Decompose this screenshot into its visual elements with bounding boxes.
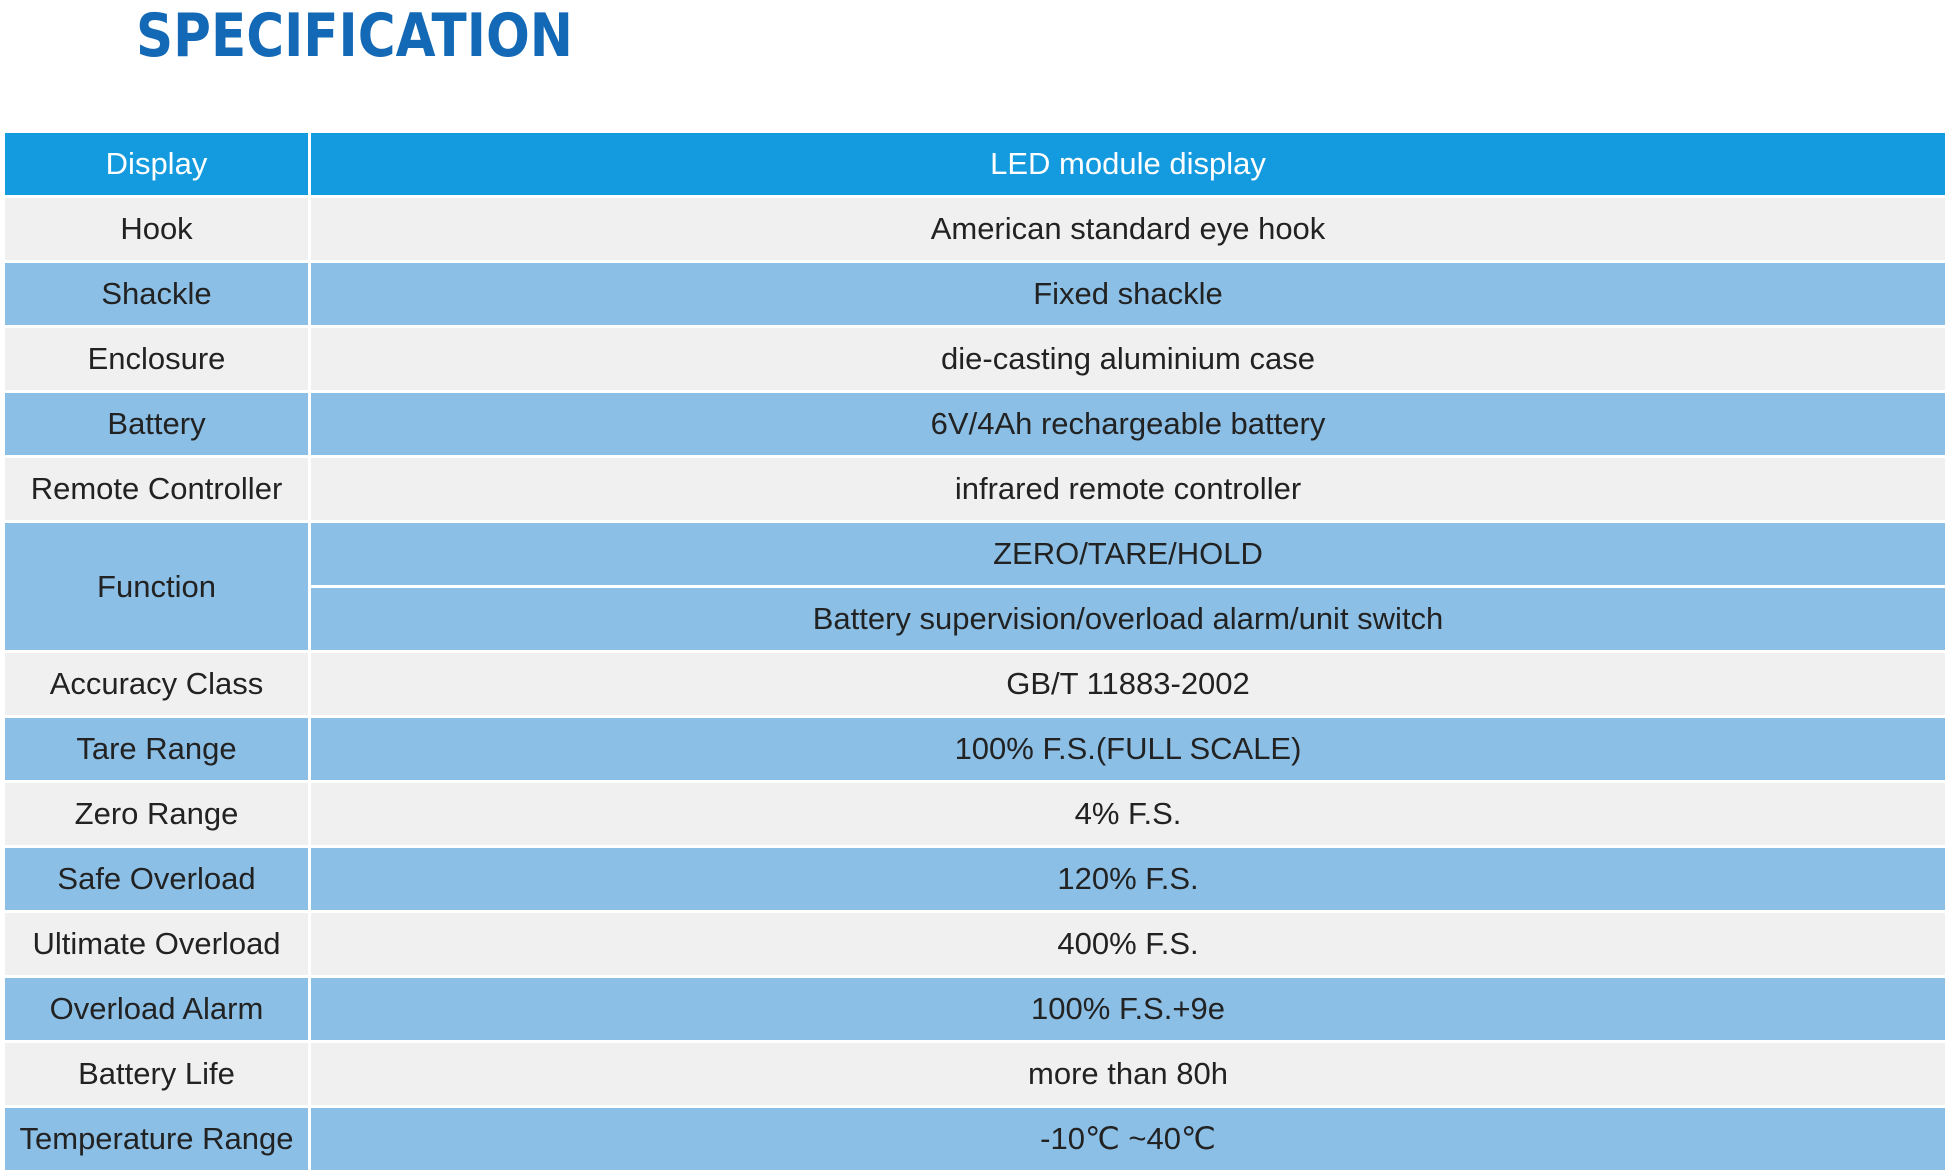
spec-value-battery-life: more than 80h (311, 1043, 1945, 1105)
spec-label-overload-alarm: Overload Alarm (5, 978, 308, 1040)
spec-value-battery: 6V/4Ah rechargeable battery (311, 393, 1945, 455)
spec-label-enclosure: Enclosure (5, 328, 308, 390)
spec-value-function-2: Battery supervision/overload alarm/unit switch (311, 588, 1945, 650)
spec-value-function-1: ZERO/TARE/HOLD (311, 523, 1945, 585)
spec-value-accuracy-class: GB/T 11883-2002 (311, 653, 1945, 715)
spec-value-shackle: Fixed shackle (311, 263, 1945, 325)
spec-value-enclosure: die-casting aluminium case (311, 328, 1945, 390)
spec-label-shackle: Shackle (5, 263, 308, 325)
spec-value-remote-controller: infrared remote controller (311, 458, 1945, 520)
spec-label-hook: Hook (5, 198, 308, 260)
spec-label-zero-range: Zero Range (5, 783, 308, 845)
spec-label-function: Function (5, 523, 308, 650)
spec-value-tare-range: 100% F.S.(FULL SCALE) (311, 718, 1945, 780)
spec-label-display: Display (5, 133, 308, 195)
spec-value-hook: American standard eye hook (311, 198, 1945, 260)
spec-label-remote-controller: Remote Controller (5, 458, 308, 520)
page-title: SPECIFICATION (136, 1, 573, 71)
spec-label-battery: Battery (5, 393, 308, 455)
spec-value-overload-alarm: 100% F.S.+9e (311, 978, 1945, 1040)
spec-label-battery-life: Battery Life (5, 1043, 308, 1105)
spec-label-safe-overload: Safe Overload (5, 848, 308, 910)
spec-value-function-group (311, 523, 1945, 650)
spec-label-ultimate-overload: Ultimate Overload (5, 913, 308, 975)
spec-table (5, 133, 1945, 1170)
spec-label-tare-range: Tare Range (5, 718, 308, 780)
spec-value-ultimate-overload: 400% F.S. (311, 913, 1945, 975)
spec-value-temperature-range: -10℃ ~40℃ (311, 1108, 1945, 1170)
spec-value-display: LED module display (311, 133, 1945, 195)
spec-value-zero-range: 4% F.S. (311, 783, 1945, 845)
spec-value-safe-overload: 120% F.S. (311, 848, 1945, 910)
spec-label-accuracy-class: Accuracy Class (5, 653, 308, 715)
spec-label-temperature-range: Temperature Range (5, 1108, 308, 1170)
